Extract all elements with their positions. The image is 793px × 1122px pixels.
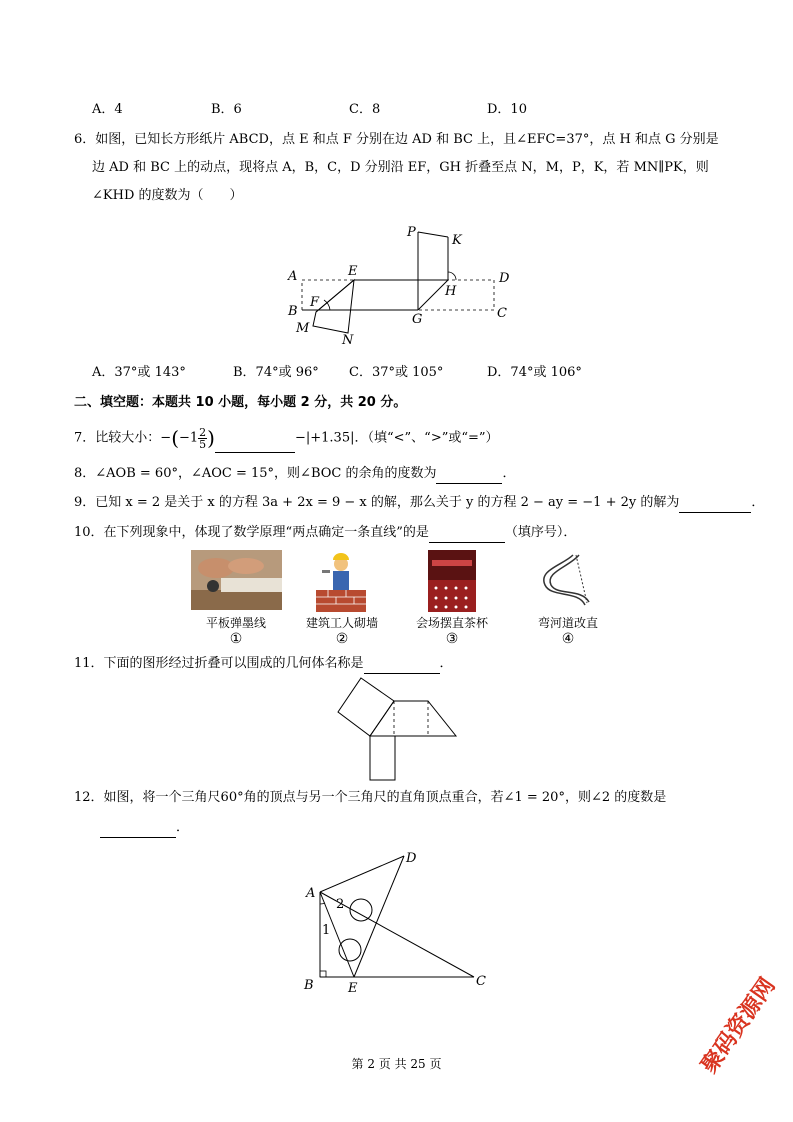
q12-blank[interactable] — [100, 823, 176, 838]
q6-option-c: C．37°或 105° — [349, 365, 444, 380]
photo-river — [533, 550, 593, 612]
q5-option-c: C．8 — [349, 102, 381, 117]
q10-num-3: ③ — [445, 631, 459, 647]
q10-num-4: ④ — [561, 631, 575, 647]
q10-caption-2: 建筑工人砌墙 — [305, 616, 378, 630]
q8: 8．∠AOB = 60°，∠AOC = 15°，则∠BOC 的余角的度数为 ． — [74, 464, 516, 484]
watermark: 聚码资源网 — [696, 973, 781, 1078]
q7-mid: −|+1.35| — [294, 430, 355, 446]
q7-fraction: $\frac{2}{5}$ — [199, 425, 207, 451]
label-n: N — [342, 333, 354, 348]
q7-prefix: 7．比较大小： — [74, 430, 161, 446]
q6-line1: 6．如图，已知长方形纸片 ABCD，点 E 和点 F 分别在边 AD 和 BC 上，且∠EFC=37°，点 H 和点 G 分别是 — [74, 132, 719, 147]
q6-option-a: A．37°或 143° — [92, 365, 186, 380]
label-c: C — [497, 306, 507, 321]
left-fold — [313, 280, 354, 333]
q5-option-b: B．6 — [211, 102, 242, 117]
q5-option-a: A．4 — [92, 102, 123, 117]
q8-text: 8．∠AOB = 60°，∠AOC = 15°，则∠BOC 的余角的度数为 — [74, 466, 437, 481]
q11-text: 11．下面的图形经过折叠可以围成的几何体名称是 — [74, 656, 364, 671]
q12-label-2: 2 — [336, 897, 345, 912]
label-b: B — [288, 304, 298, 319]
q11-net-figure — [330, 676, 465, 782]
photo-teacups — [428, 550, 476, 612]
q11-blank[interactable] — [364, 659, 440, 674]
q7-minus: − — [160, 430, 172, 446]
q10-num-2: ② — [335, 631, 349, 647]
q10-caption-3: 会场摆直茶杯 — [415, 616, 488, 630]
q10-text: 10．在下列现象中，体现了数学原理“两点确定一条直线”的是 — [74, 525, 429, 540]
q7-open: ( — [171, 426, 179, 450]
q12-label-b: B — [304, 978, 314, 993]
q6-figure — [280, 220, 520, 350]
q6-line3: ∠KHD 的度数为（ ） — [92, 188, 243, 203]
q7-suffix: ．（填“<”、“>”或“=”） — [354, 430, 499, 446]
q6-line2: 边 AD 和 BC 上的动点，现将点 A，B，C，D 分别沿 EF，GH 折叠至点 N，M，P，K，若 MN∥PK，则 — [92, 160, 709, 175]
photo-ink-line — [191, 550, 282, 610]
net-left-face — [338, 678, 394, 736]
q8-blank[interactable] — [436, 469, 502, 484]
q12-figure — [298, 846, 494, 996]
q9-blank[interactable] — [679, 498, 751, 513]
q5-option-d: D．10 — [487, 102, 527, 117]
q10-caption-1: 平板弹墨线 — [205, 616, 266, 630]
q7 — [74, 424, 499, 452]
q10: 10．在下列现象中，体现了数学原理“两点确定一条直线”的是 （填序号）． — [74, 523, 576, 543]
line-pk — [418, 232, 448, 237]
q12-text: 12．如图，将一个三角尺60°角的顶点与另一个三角尺的直角顶点重合，若∠1 = 20°，则∠2 的度数是 — [74, 790, 667, 805]
q12-label-a: A — [306, 886, 316, 901]
label-m: M — [296, 321, 310, 336]
line-hg — [418, 280, 448, 310]
triangle-hole-2 — [339, 939, 361, 961]
q7-int: −1 — [179, 430, 199, 446]
q12-label-1: 1 — [322, 923, 331, 938]
q6-option-b: B．74°或 96° — [233, 365, 319, 380]
label-g: G — [412, 312, 423, 327]
q10-caption-4: 弯河道改直 — [537, 616, 598, 630]
section2-heading: 二、填空题：本题共 10 小题，每小题 2 分，共 20 分。 — [74, 395, 407, 410]
label-p: P — [407, 225, 416, 240]
label-k: K — [452, 233, 462, 248]
label-a: A — [288, 269, 298, 284]
q7-blank[interactable] — [215, 438, 295, 453]
q12-label-e: E — [348, 981, 358, 996]
q12-answer: ． — [100, 818, 189, 838]
q9: 9．已知 x = 2 是关于 x 的方程 3a + 2x = 9 − x 的解，那么关于 y 的方程 2 − ay = −1 + 2y 的解为 ． — [74, 493, 764, 513]
q11: 11．下面的图形经过折叠可以围成的几何体名称是 ． — [74, 654, 453, 674]
q9-text: 9．已知 x = 2 是关于 x 的方程 3a + 2x = 9 − x 的解，那么关于 y 的方程 2 − ay = −1 + 2y 的解为 — [74, 495, 680, 510]
net-bottom-face — [370, 736, 395, 780]
q7-close: ) — [207, 426, 215, 450]
label-d: D — [499, 271, 510, 286]
photo-bricklayer — [316, 550, 366, 612]
q10-num-1: ① — [229, 631, 243, 647]
dashed-rectangle — [302, 280, 494, 310]
q6-option-d: D．74°或 106° — [487, 365, 582, 380]
label-e: E — [348, 264, 358, 279]
q10-blank[interactable] — [429, 528, 505, 543]
q12-label-c: C — [476, 974, 486, 989]
label-h: H — [445, 284, 457, 299]
page-footer: 第 2 页 共 25 页 — [351, 1057, 442, 1071]
net-trapezoid — [370, 701, 456, 736]
label-f: F — [310, 295, 320, 310]
q12-label-d: D — [406, 851, 417, 866]
